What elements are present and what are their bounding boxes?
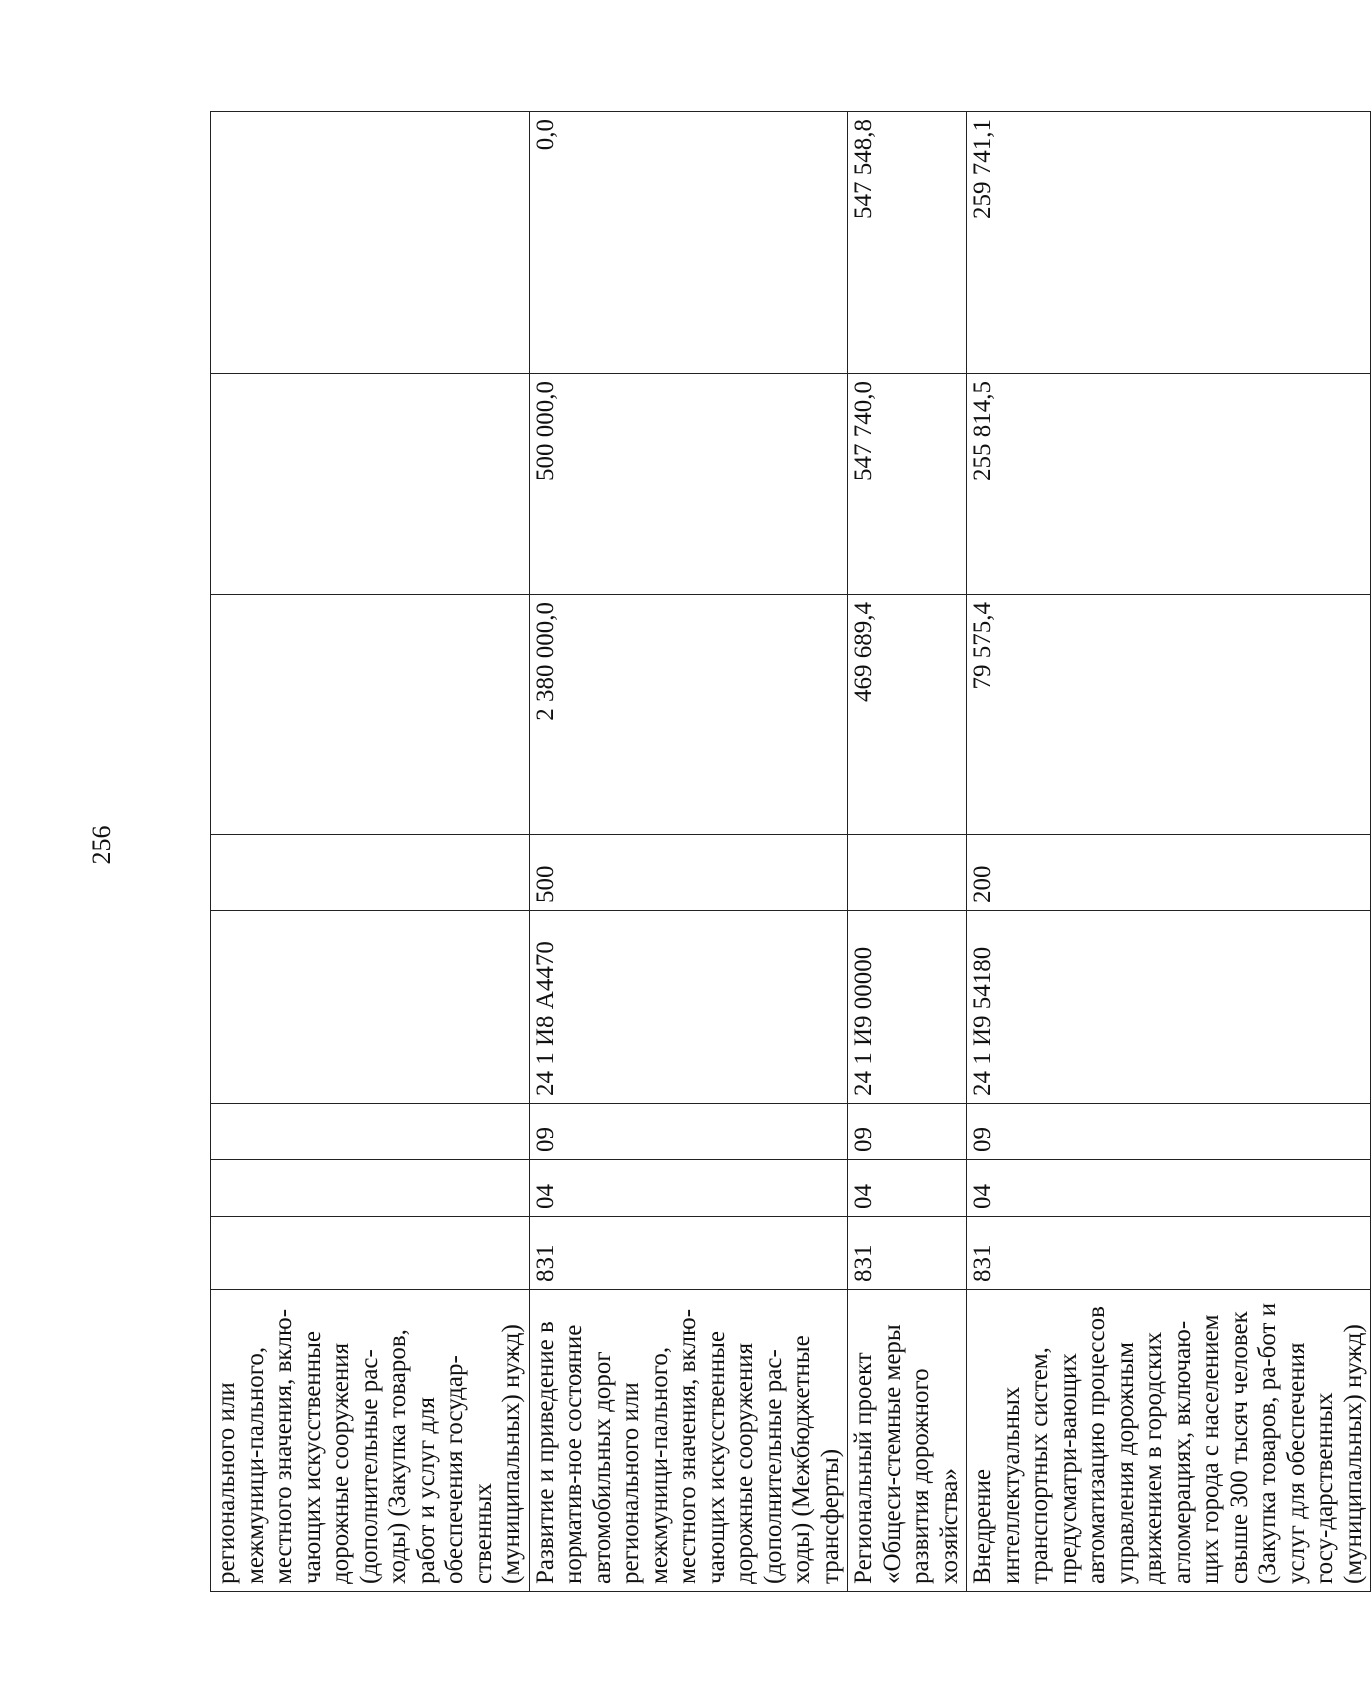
section-code: 04 [529, 1160, 848, 1217]
table-row [211, 112, 530, 1592]
amount-value-2 [211, 374, 530, 595]
amount-value-2: 255 814,5 [967, 374, 1371, 595]
table-row [967, 112, 1371, 1592]
target-article-code: 24 1 И9 54180 [967, 911, 1371, 1104]
row-description: регионального или межмуници-пального, местного значения, вклю-чающих искусственные дорожные сооружения (дополнительные рас-ходы) (Закупка товаров, работ и услуг для обеспечения государ-ственных (муниципальных) нужд) [211, 1290, 530, 1592]
expense-type-code: 500 [529, 835, 848, 911]
amount-value-3 [211, 112, 530, 374]
expense-type-code [211, 835, 530, 911]
subsection-code: 09 [848, 1104, 967, 1160]
ministry-code: 831 [529, 1217, 848, 1290]
amount-value-2: 547 740,0 [848, 374, 967, 595]
amount-value-1 [211, 595, 530, 835]
ministry-code: 831 [967, 1217, 1371, 1290]
row-description: Внедрение интеллектуальных транспортных систем, предусматри-вающих автоматизацию процессов управления дорожным движением в городских агломерациях, включаю-щих города с населением свыше 300 тысяч человек (Закупка товаров, ра-бот и услуг для обеспечения госу-дарственных (муниципальных) нужд) [967, 1290, 1371, 1592]
subsection-code [211, 1104, 530, 1160]
table-row [848, 112, 967, 1592]
budget-table-container [210, 112, 1367, 1592]
row-description: Региональный проект «Общеси-стемные меры развития дорожного хозяйства» [848, 1290, 967, 1592]
amount-value-3: 0,0 [529, 112, 848, 374]
row-description: Развитие и приведение в норматив-ное состояние автомобильных дорог регионального или межмуници-пального, местного значения, вклю-чающих искусственные дорожные сооружения (дополнительные рас-ходы) (Межбюджетные трансферты) [529, 1290, 848, 1592]
amount-value-3: 259 741,1 [967, 112, 1371, 374]
target-article-code [211, 911, 530, 1104]
section-code: 04 [848, 1160, 967, 1217]
amount-value-1: 469 689,4 [848, 595, 967, 835]
subsection-code: 09 [529, 1104, 848, 1160]
amount-value-2: 500 000,0 [529, 374, 848, 595]
budget-table [210, 111, 1371, 1592]
expense-type-code [848, 835, 967, 911]
amount-value-1: 2 380 000,0 [529, 595, 848, 835]
section-code [211, 1160, 530, 1217]
ministry-code: 831 [848, 1217, 967, 1290]
amount-value-3: 547 548,8 [848, 112, 967, 374]
subsection-code: 09 [967, 1104, 1371, 1160]
page-number: 256 [87, 825, 116, 865]
target-article-code: 24 1 И8 А4470 [529, 911, 848, 1104]
amount-value-1: 79 575,4 [967, 595, 1371, 835]
section-code: 04 [967, 1160, 1371, 1217]
target-article-code: 24 1 И9 00000 [848, 911, 967, 1104]
expense-type-code: 200 [967, 835, 1371, 911]
table-row [529, 112, 848, 1592]
ministry-code [211, 1217, 530, 1290]
